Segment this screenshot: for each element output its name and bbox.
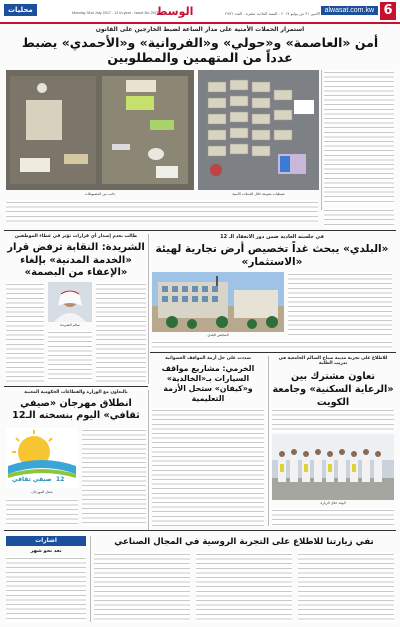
festival-headline: انطلاق مهرجان «صيفي ثقافي» اليوم بنسخته الـ12: [12, 398, 140, 421]
traffic-headline: الخرمي: مشاريع مواقف السيارات بـ«الخالدية» و«كيفان» ستحل الأزمة التعليمية: [161, 364, 255, 403]
union-headline: الشريدة: النقابة ترفض قرار «الخدمة المدنية» بإلغاء «الإعفاء من البصمة»: [7, 242, 145, 278]
agri-headline: تفي زيارتنا للاطلاع على التجربة الروسية في المجال الصناعي: [114, 537, 374, 547]
traffic-body: [152, 408, 264, 526]
lead-body-bottom: [6, 200, 318, 222]
site-url[interactable]: alwasat.com.kw: [321, 6, 378, 15]
baladi-headline: «البلدي» يبحث غداً تخصيص أرض تجارية لهيئة «الاستثمار»: [155, 243, 389, 268]
baladi-photo: [152, 272, 284, 332]
union-body-col-3: [48, 330, 92, 382]
union-kicker: طالب بعدم إصدار أي قرارات تؤثر في عطاء الموظفين: [14, 234, 138, 239]
festival-body-col-2: [6, 498, 78, 526]
university-photo-caption: الوفد خلال الزيارة: [320, 501, 346, 505]
union-body-col-2: [96, 282, 146, 382]
lead-photo-money: [198, 70, 319, 190]
lead-kicker: استمرار الحملات الأمنية على مدار الساعة لضبط الخارجين على القانون: [95, 26, 305, 33]
lead-body-column-1: [324, 70, 394, 205]
university-headline: تعاون مشترك بين «الرعاية السكنية» وجامعة الكويت: [272, 371, 394, 408]
agri-body-col-3: [298, 552, 394, 622]
festival-kicker: بالتعاون مع الوزارة والقطاعات الحكومية المعنية: [24, 390, 128, 395]
festival-logo: [6, 428, 78, 488]
newspaper-logo: الوسط: [156, 5, 194, 18]
baladi-body-col-1: [288, 272, 392, 338]
union-portrait: [48, 282, 92, 322]
dateline-english: Monday 31st July 2017 - 11 th year - Issue No 2976: [72, 11, 159, 15]
baladi-photo-caption: المجلس البلدي: [207, 333, 229, 337]
delegation-group-image: [272, 434, 394, 500]
lead-photo-caption-left: جانب من المضبوطات: [84, 192, 116, 196]
baladi-body-col-2: [152, 340, 392, 350]
seized-items-image: [6, 70, 194, 190]
festival-logo-text: صيفي ثقافي: [12, 476, 52, 483]
lead-body-column-2: [324, 208, 394, 228]
masthead: [0, 0, 400, 24]
university-photo: [272, 434, 394, 500]
brief-heading: اشارات: [6, 536, 86, 546]
baladi-kicker: في جلسته العادية ضمن دور الانعقاد الـ 12: [220, 234, 324, 240]
money-bundles-image: [198, 70, 319, 190]
brief-subhead: بعد نحو شهر: [30, 548, 62, 554]
lead-headline: أمن «العاصمة» و«حولي» و«الفروانية» و«الأحمدي» يضبط عدداً من المتهمين والمطلوبين: [21, 35, 379, 65]
brief-body: [6, 556, 86, 622]
university-kicker: للاطلاع على تجربة مدينة صباح السالم الجامعية في تدريب الطلبة: [278, 356, 388, 367]
dateline-arabic: الاثنين ٣١ من يوليو ٢٠١٧ - السنة الحادية عشرة - العدد ٢٩٧٦: [225, 11, 320, 16]
agri-body-col-1: [94, 552, 190, 622]
lead-photo-seizures: [6, 70, 194, 190]
festival-photo-caption: شعار المهرجان: [31, 490, 53, 494]
person-portrait-image: [48, 282, 92, 322]
lead-photo-caption-right: ضبطيات متنوعة خلال الحملات الأمنية: [232, 192, 285, 196]
municipality-building-image: [152, 272, 284, 332]
university-body-top: [272, 408, 394, 432]
page-number: 6: [380, 2, 396, 20]
union-body-col-1: [6, 282, 44, 382]
union-photo-caption: سالم الشريدة: [60, 323, 80, 327]
agri-body-col-2: [196, 552, 292, 622]
festival-logo-number: 12: [56, 476, 65, 483]
university-body-bottom: [272, 508, 394, 526]
section-label: محليات: [4, 4, 37, 16]
traffic-kicker: شددت على حل أزمة المواقف العشوائية: [165, 356, 251, 361]
festival-body-col-1: [82, 428, 146, 526]
